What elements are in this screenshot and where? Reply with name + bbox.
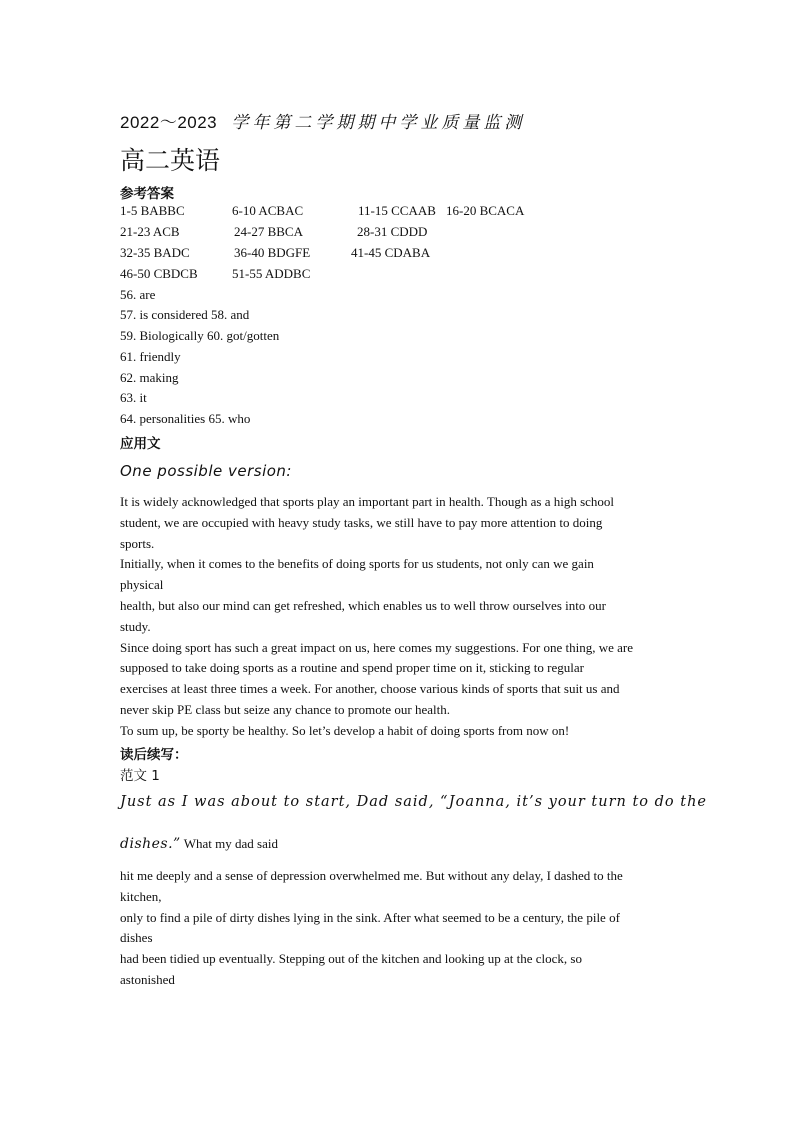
essay-line: never skip PE class but seize any chance to promote our health. bbox=[120, 701, 450, 717]
answer-item: 1-5 BABBC bbox=[120, 203, 185, 218]
fill-answer: 57. is considered 58. and bbox=[120, 307, 250, 322]
answer-item: 41-45 CDABA bbox=[351, 245, 431, 260]
fill-answer: 64. personalities 65. who bbox=[120, 411, 251, 426]
story-line: astonished bbox=[120, 971, 175, 987]
sample-label: 范文 1 bbox=[120, 768, 160, 784]
essay-line: health, but also our mind can get refreshed, which enables us to well throw ourselves into our bbox=[120, 597, 606, 613]
story-after-opening: What my dad said bbox=[180, 836, 278, 851]
story-opening-cont bbox=[120, 836, 278, 852]
essay-line: Since doing sport has such a great impact on us, here comes my suggestions. For one thing, we are bbox=[120, 639, 634, 655]
answer-item: 16-20 BCACA bbox=[446, 203, 525, 218]
essay-line: study. bbox=[120, 618, 151, 634]
story-line: dishes bbox=[120, 930, 153, 946]
answer-item: 21-23 ACB bbox=[120, 224, 180, 239]
essay-line: student, we are occupied with heavy study tasks, we still have to pay more attention to doing bbox=[120, 514, 603, 530]
answer-item: 36-40 BDGFE bbox=[234, 245, 311, 260]
answer-item: 28-31 CDDD bbox=[357, 224, 428, 239]
answer-item: 11-15 CCAAB bbox=[358, 203, 436, 218]
answer-item: 24-27 BBCA bbox=[234, 224, 303, 239]
essay-line: sports. bbox=[120, 535, 155, 551]
story-opening-line: Just as I was about to start, Dad said, “Joanna, it’s your turn to do the bbox=[120, 794, 708, 810]
answer-item: 51-55 ADDBC bbox=[232, 266, 311, 281]
essay-line: physical bbox=[120, 577, 164, 593]
exam-year: 2022～2023 bbox=[120, 113, 218, 132]
fill-answer: 62. making bbox=[120, 370, 179, 385]
answer-item: 6-10 ACBAC bbox=[232, 203, 304, 218]
answer-item: 46-50 CBDCB bbox=[120, 266, 198, 281]
essay-line: Initially, when it comes to the benefits of doing sports for us students, not only can we gain bbox=[120, 556, 594, 572]
story-line: only to find a pile of dirty dishes lying in the sink. After what seemed to be a century, the pile of bbox=[120, 909, 620, 925]
essay-line: It is widely acknowledged that sports play an important part in health. Though as a high school bbox=[120, 494, 615, 509]
answer-item: 32-35 BADC bbox=[120, 245, 190, 260]
answer-heading: 参考答案 bbox=[120, 186, 174, 202]
writing-essay bbox=[120, 492, 680, 742]
writing-heading: 应用文 bbox=[120, 436, 161, 452]
essay-line: To sum up, be sporty be healthy. So let’s develop a habit of doing sports from now on! bbox=[120, 722, 570, 738]
fill-answer: 56. are bbox=[120, 287, 156, 302]
essay-line: exercises at least three times a week. For another, choose various kinds of sports that suit us and bbox=[120, 681, 620, 697]
story-line: hit me deeply and a sense of depression overwhelmed me. But without any delay, I dashed to the bbox=[120, 868, 623, 883]
fill-answer: 59. Biologically 60. got/gotten bbox=[120, 328, 280, 343]
subject-title: 高二英语 bbox=[120, 146, 221, 175]
exam-name: 学年第二学期期中学业质量监测 bbox=[231, 113, 526, 133]
continuation-heading: 读后续写： bbox=[120, 747, 188, 763]
story-line: had been tidied up eventually. Stepping out of the kitchen and looking up at the clock, so bbox=[120, 951, 582, 967]
exam-title bbox=[120, 108, 525, 133]
fill-answer: 63. it bbox=[120, 390, 147, 405]
story-body bbox=[120, 866, 680, 991]
essay-line: supposed to take doing sports as a routine and spend proper time on it, sticking to regular bbox=[120, 660, 584, 676]
version-label: One possible version: bbox=[120, 462, 292, 480]
story-line: kitchen, bbox=[120, 888, 162, 904]
story-opening-word: dishes.” bbox=[120, 836, 181, 852]
fill-answer: 61. friendly bbox=[120, 349, 181, 364]
